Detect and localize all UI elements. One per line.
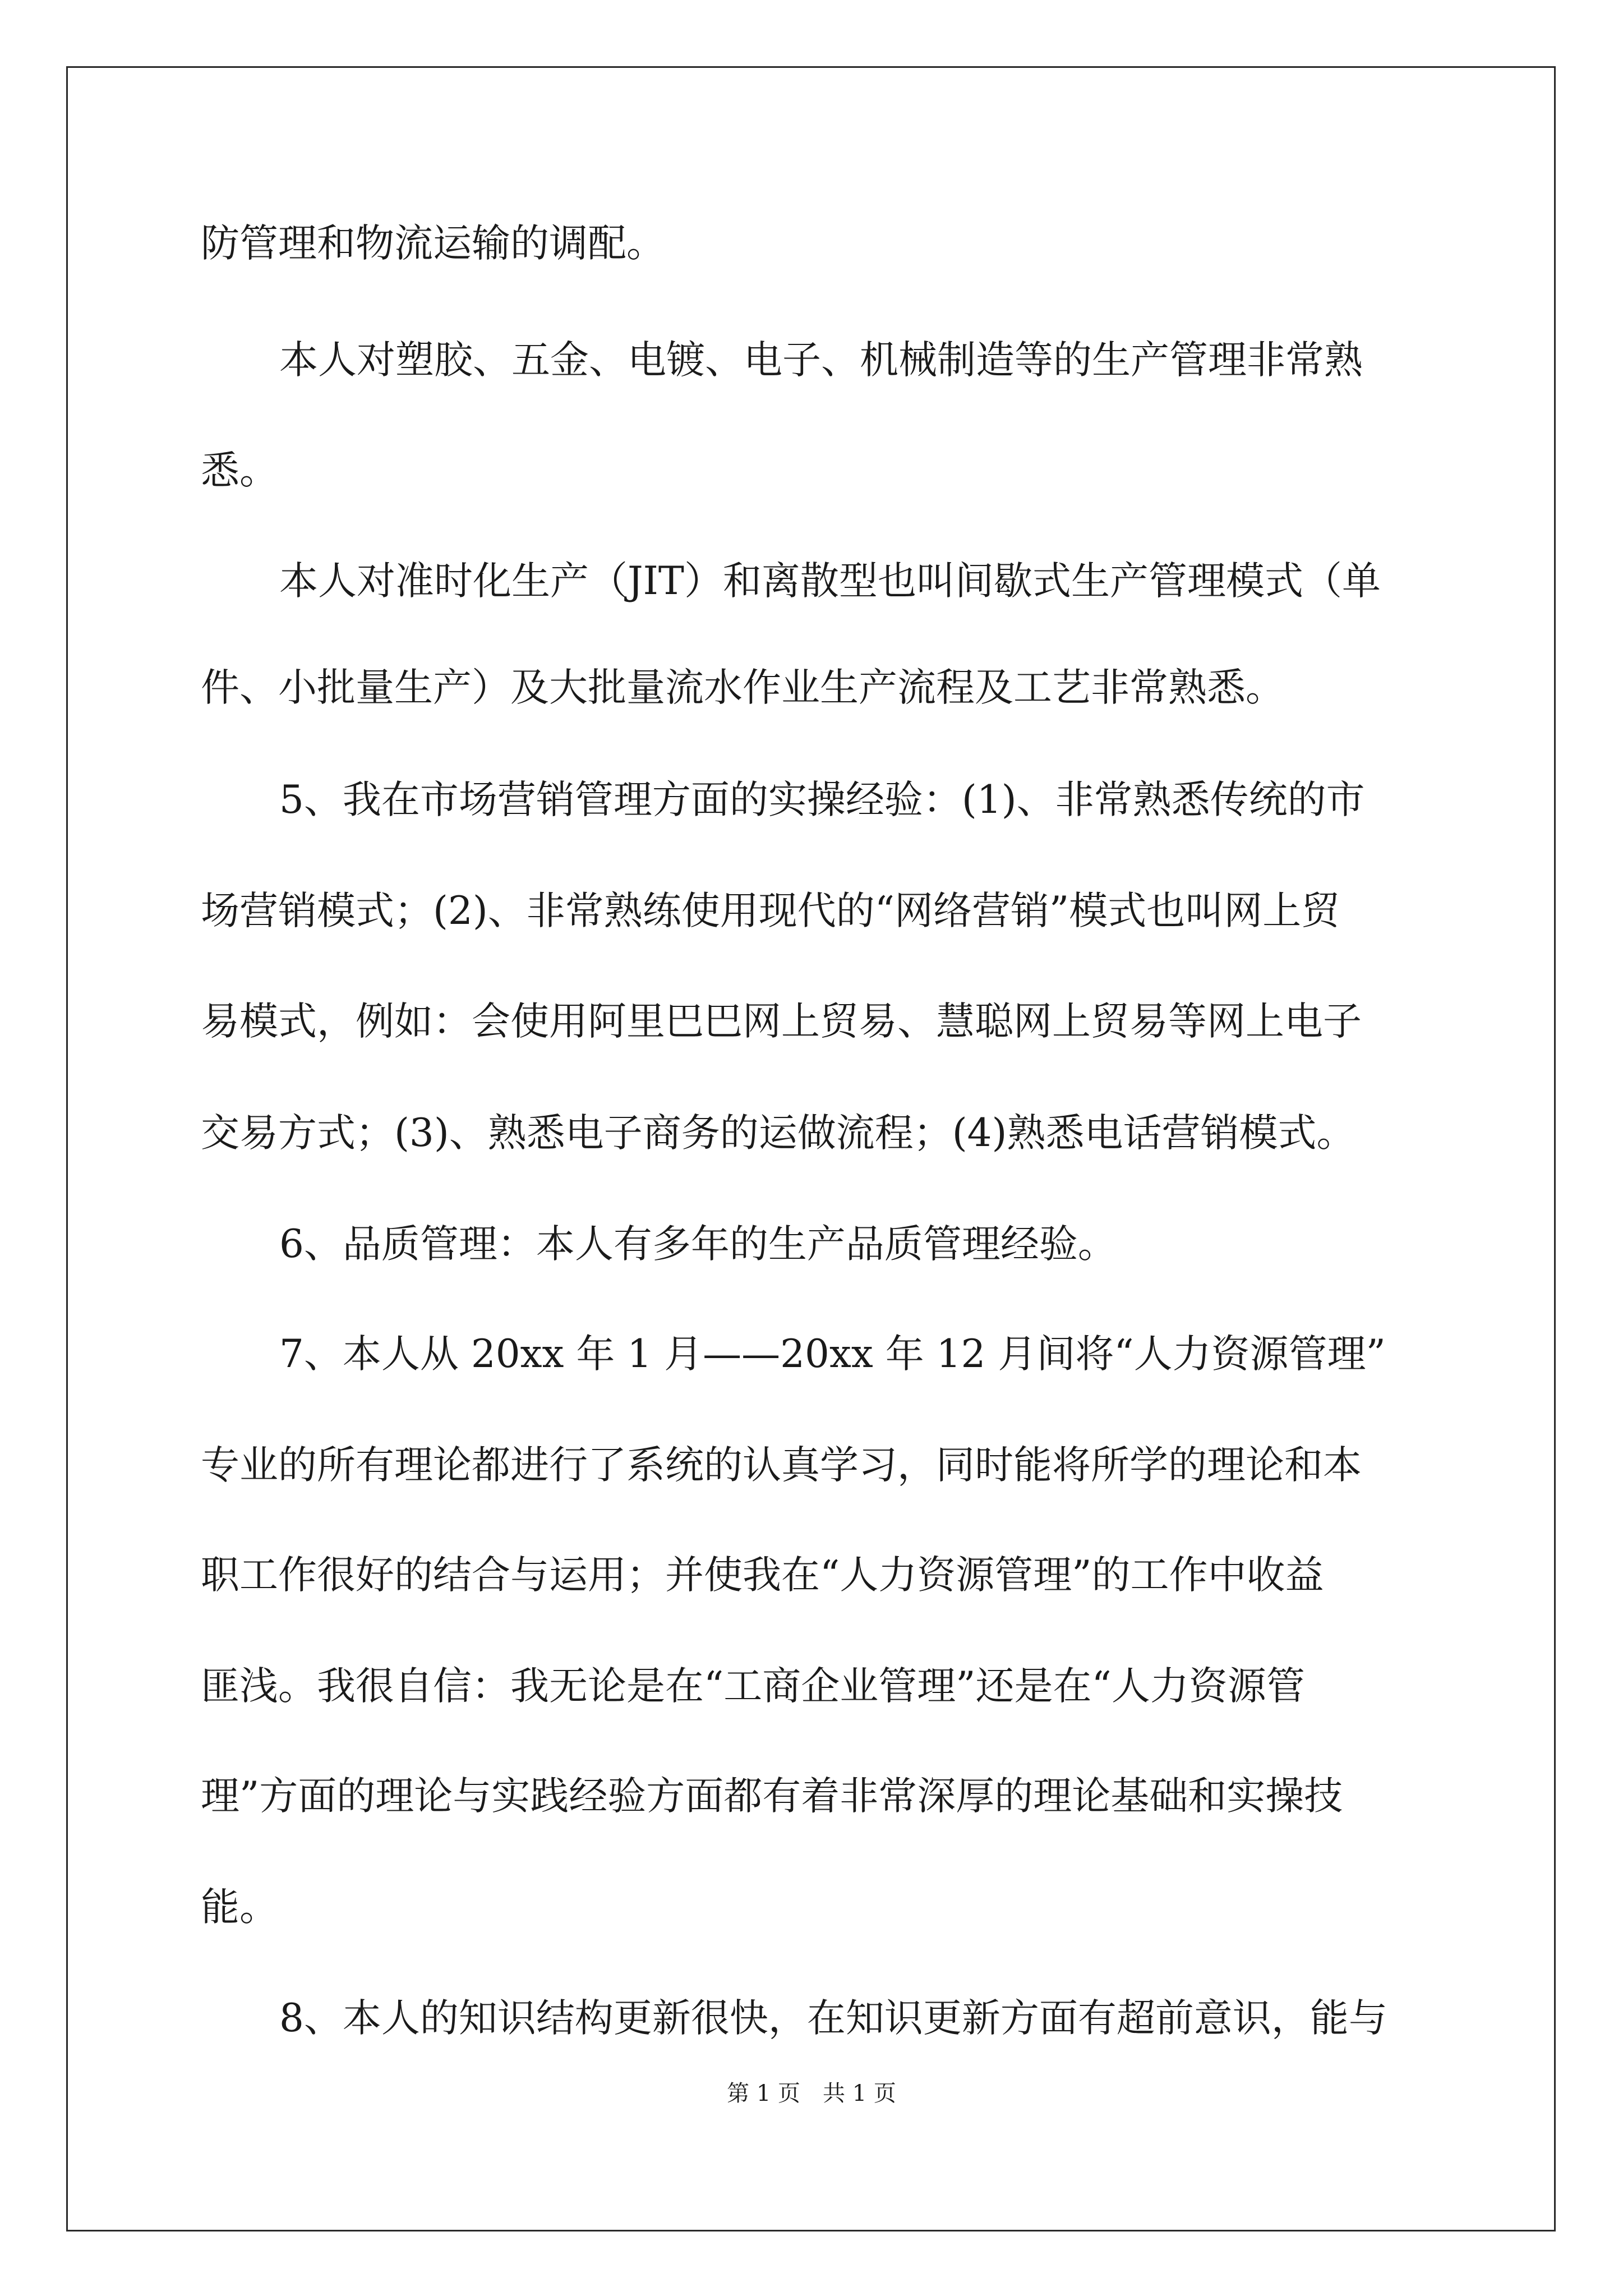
text-line: 本人对准时化生产（JIT）和离散型也叫间歇式生产管理模式（单 <box>279 559 1381 604</box>
text-line: 7、本人从 20xx 年 1 月——20xx 年 12 月间将“人力资源管理” <box>279 1332 1386 1377</box>
text-line: 场营销模式；(2)、非常熟练使用现代的“网络营销”模式也叫网上贸 <box>201 889 1340 933</box>
text-line: 5、我在市场营销管理方面的实操经验：(1)、非常熟悉传统的市 <box>279 777 1365 822</box>
page-footer: 第 1 页 共 1 页 <box>727 2081 896 2106</box>
text-line: 能。 <box>201 1885 278 1930</box>
text-line: 悉。 <box>201 448 278 493</box>
text-line: 理”方面的理论与实践经验方面都有着非常深厚的理论基础和实操技 <box>201 1774 1343 1819</box>
text-line: 职工作很好的结合与运用；并使我在“人力资源管理”的工作中收益 <box>201 1553 1324 1598</box>
text-line: 交易方式；(3)、熟悉电子商务的运做流程；(4)熟悉电话营销模式。 <box>201 1111 1355 1156</box>
text-line: 专业的所有理论都进行了系统的认真学习，同时能将所学的理论和本 <box>201 1443 1362 1488</box>
text-line: 易模式，例如：会使用阿里巴巴网上贸易、慧聪网上贸易等网上电子 <box>201 999 1362 1044</box>
text-line: 本人对塑胶、五金、电镀、电子、机械制造等的生产管理非常熟 <box>279 338 1363 383</box>
text-line: 件、小批量生产）及大批量流水作业生产流程及工艺非常熟悉。 <box>201 665 1284 710</box>
text-line: 匪浅。我很自信：我无论是在“工商企业管理”还是在“人力资源管 <box>201 1664 1305 1709</box>
text-line: 8、本人的知识结构更新很快，在知识更新方面有超前意识，能与 <box>279 1996 1387 2041</box>
text-line: 6、品质管理：本人有多年的生产品质管理经验。 <box>279 1222 1117 1267</box>
text-line: 防管理和物流运输的调配。 <box>201 221 665 266</box>
